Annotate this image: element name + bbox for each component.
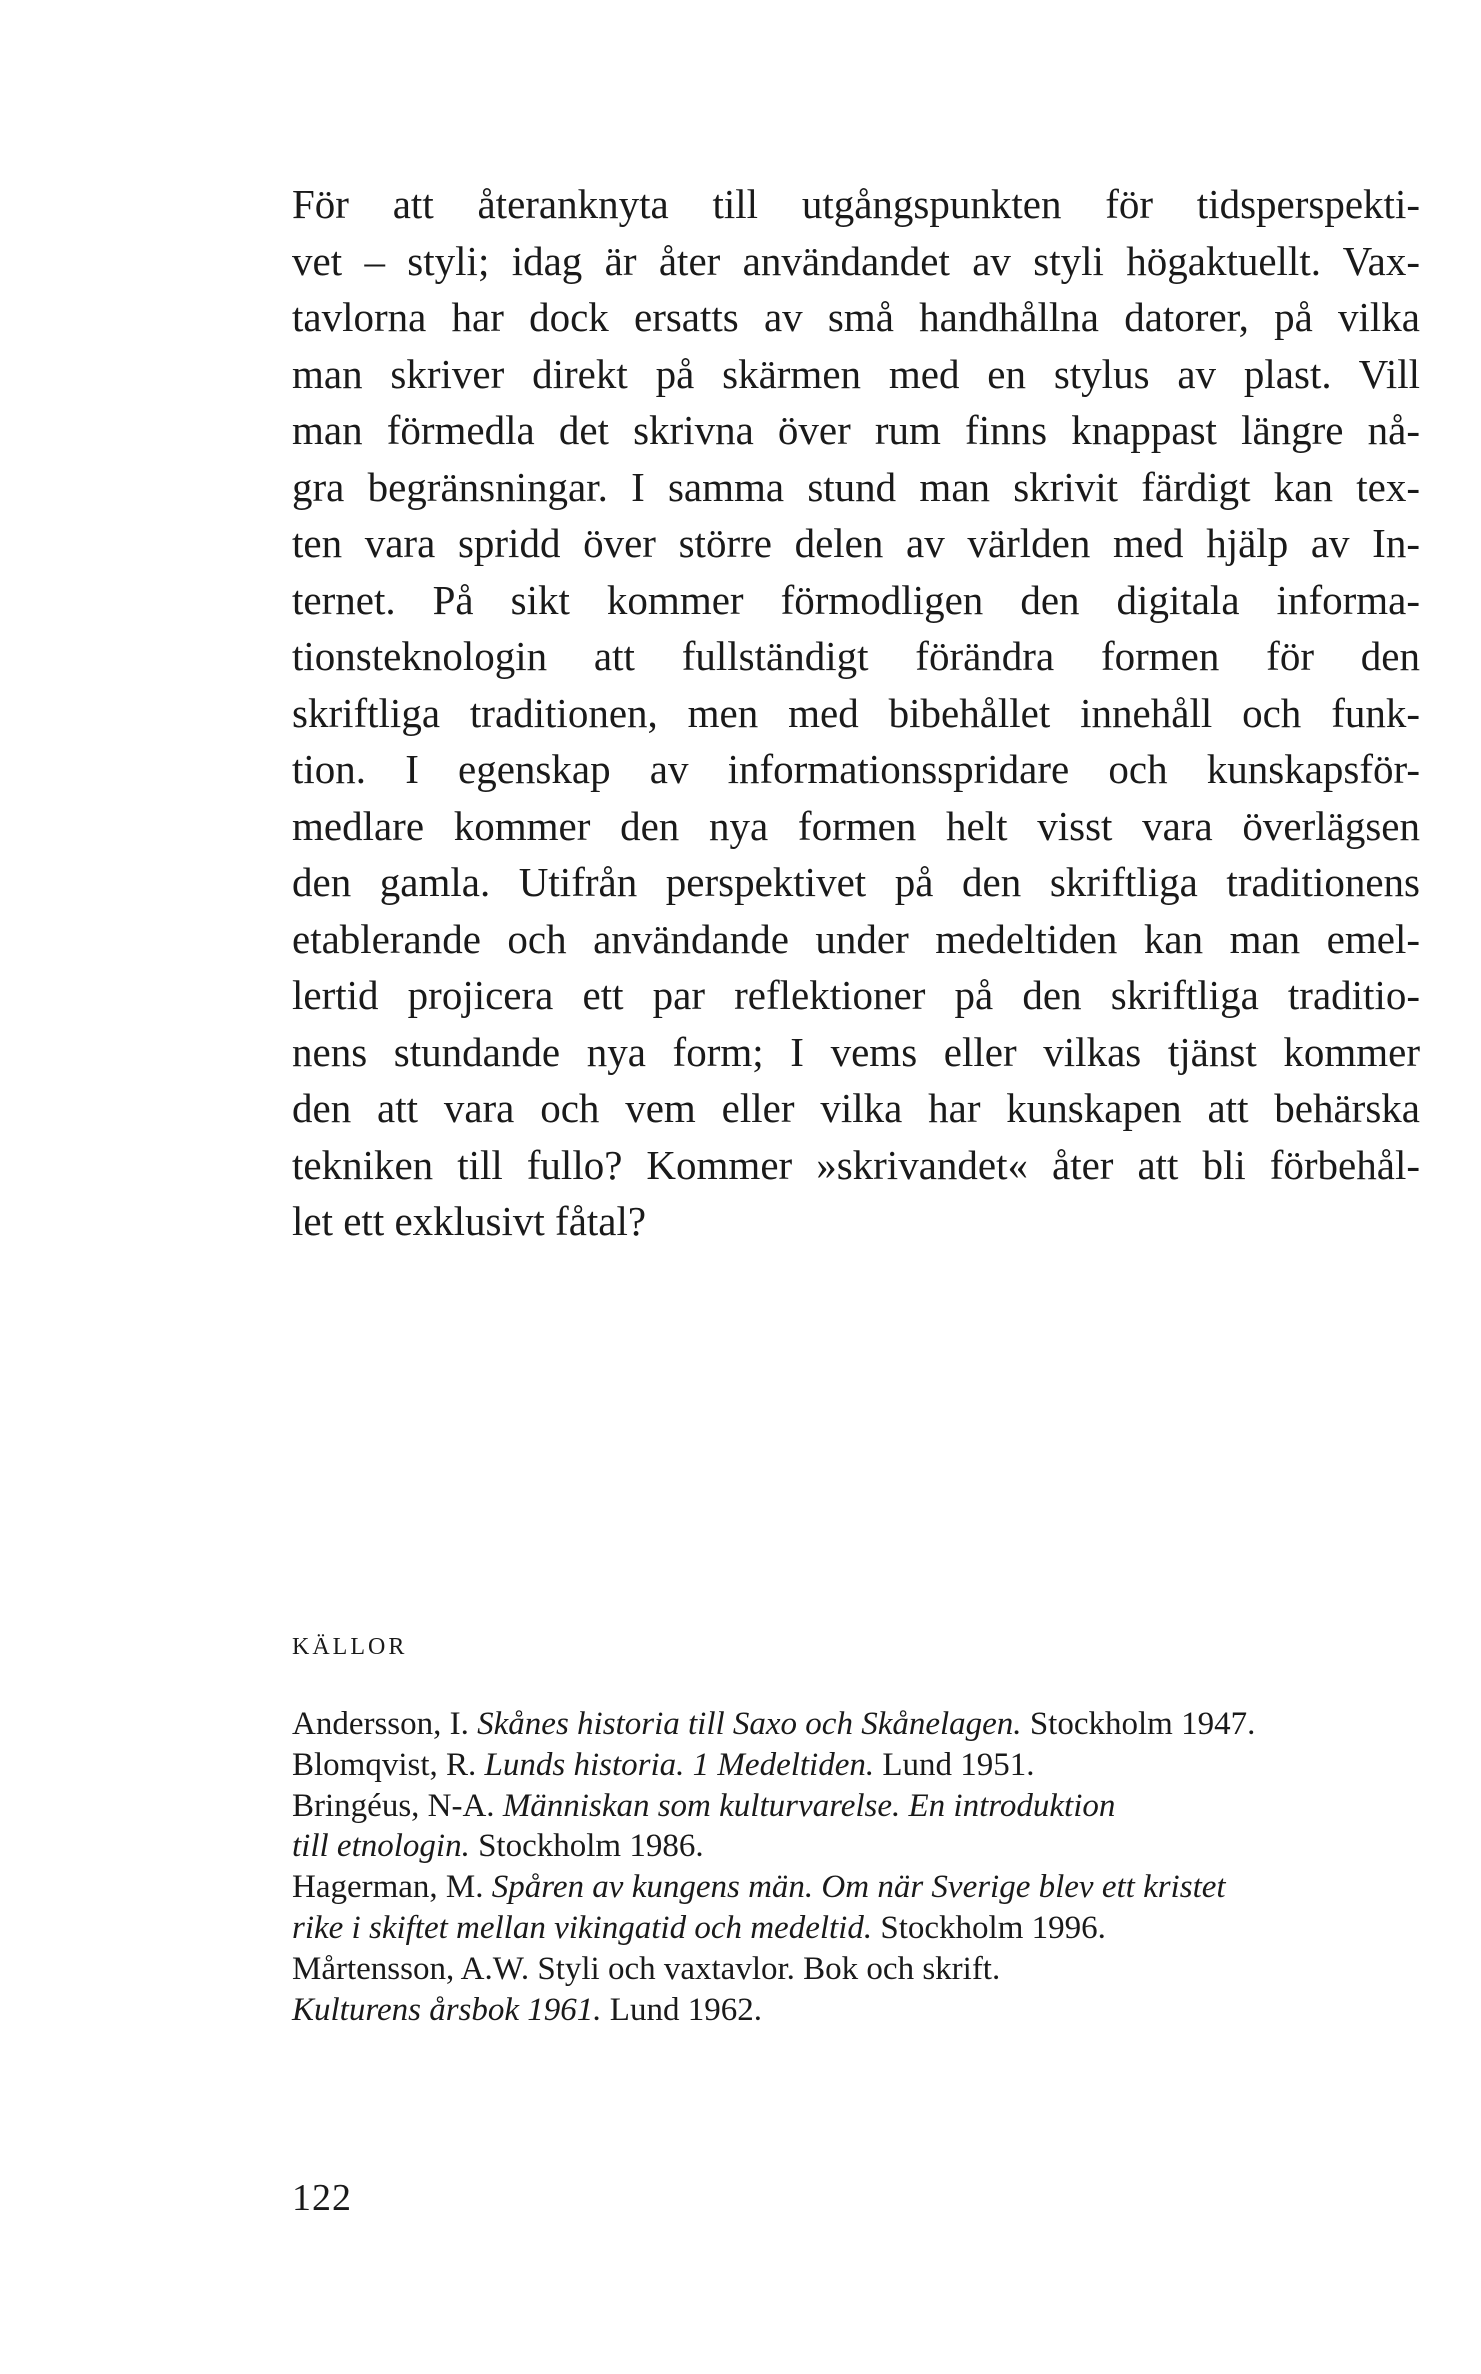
source-entry xyxy=(292,1704,1420,1745)
text-line: etablerande och användande under medeltiden kan man emel- xyxy=(292,915,1420,962)
source-title: rike i skiftet mellan vikingatid och medeltid. xyxy=(292,1909,873,1946)
sources-list xyxy=(292,1704,1420,2030)
text-line: let ett exklusivt fåtal? xyxy=(292,1198,647,1244)
text-line: För att återanknyta till utgångspunkten för tidsperspekti- xyxy=(292,181,1420,227)
source-author: Mårtensson, A.W. Styli och vaxtavlor. Bok och skrift. xyxy=(292,1950,1001,1987)
text-line: ternet. På sikt kommer förmodligen den digitala informa- xyxy=(292,576,1420,623)
source-title: Lunds historia. 1 Medeltiden. xyxy=(484,1746,875,1783)
text-line: gra begränsningar. I samma stund man skrivit färdigt kan tex- xyxy=(292,463,1420,510)
text-line: ten vara spridd över större delen av världen med hjälp av In- xyxy=(292,520,1420,566)
source-author: Andersson, I. xyxy=(292,1706,478,1742)
source-author: Blomqvist, R. xyxy=(292,1746,485,1783)
source-author: Bringéus, N-A. xyxy=(292,1787,503,1824)
source-entry xyxy=(292,1949,1420,1990)
source-publication: Lund 1951. xyxy=(874,1746,1035,1783)
source-publication: Stockholm 1986. xyxy=(469,1828,704,1865)
text-line: den att vara och vem eller vilka har kunskapen att behärska xyxy=(292,1085,1420,1131)
source-title: Skånes historia till Saxo och Skånelagen. xyxy=(477,1706,1022,1742)
source-entry xyxy=(292,1786,1420,1827)
source-author: Hagerman, M. xyxy=(292,1869,492,1906)
text-line: vet – styli; idag är åter användandet av styli högaktuellt. Vax- xyxy=(292,237,1420,284)
body-paragraph xyxy=(292,176,1420,1250)
text-line: tion. I egenskap av informationsspridare och kunskapsför- xyxy=(292,746,1420,792)
source-title: Människan som kulturvarelse. En introduktion xyxy=(502,1787,1116,1824)
text-line: tionsteknologin att fullständigt förändra formen för den xyxy=(292,633,1420,679)
text-line: tavlorna har dock ersatts av små handhållna datorer, på vilka xyxy=(292,294,1420,340)
source-entry xyxy=(292,1745,1420,1786)
text-line: tekniken till fullo? Kommer »skrivandet« åter att bli förbehål- xyxy=(292,1141,1420,1188)
source-publication: Stockholm 1996. xyxy=(872,1909,1106,1946)
source-entry xyxy=(292,1990,1420,2031)
text-line: den gamla. Utifrån perspektivet på den skriftliga traditionens xyxy=(292,859,1420,905)
text-line: man skriver direkt på skärmen med en stylus av plast. Vill xyxy=(292,350,1420,397)
source-publication: Lund 1962. xyxy=(601,1991,762,2028)
source-entry xyxy=(292,1826,1420,1867)
source-entry xyxy=(292,1908,1420,1949)
source-title: Kulturens årsbok 1961. xyxy=(292,1991,602,2028)
text-line: lertid projicera ett par reflektioner på den skriftliga traditio- xyxy=(292,972,1420,1018)
source-title: Spåren av kungens män. Om när Sverige blev ett kristet xyxy=(491,1869,1226,1906)
source-title: till etnologin. xyxy=(292,1828,470,1865)
page-number: 122 xyxy=(292,2177,352,2219)
source-entry xyxy=(292,1867,1420,1908)
source-publication: Stockholm 1947. xyxy=(1021,1706,1256,1742)
text-line: skriftliga traditionen, men med bibehållet innehåll och funk- xyxy=(292,689,1420,736)
text-line: man förmedla det skrivna över rum finns knappast längre nå- xyxy=(292,407,1420,453)
text-line: medlare kommer den nya formen helt visst vara överlägsen xyxy=(292,802,1420,849)
sources-heading: KÄLLOR xyxy=(292,1634,408,1660)
text-line: nens stundande nya form; I vems eller vilkas tjänst kommer xyxy=(292,1028,1420,1075)
